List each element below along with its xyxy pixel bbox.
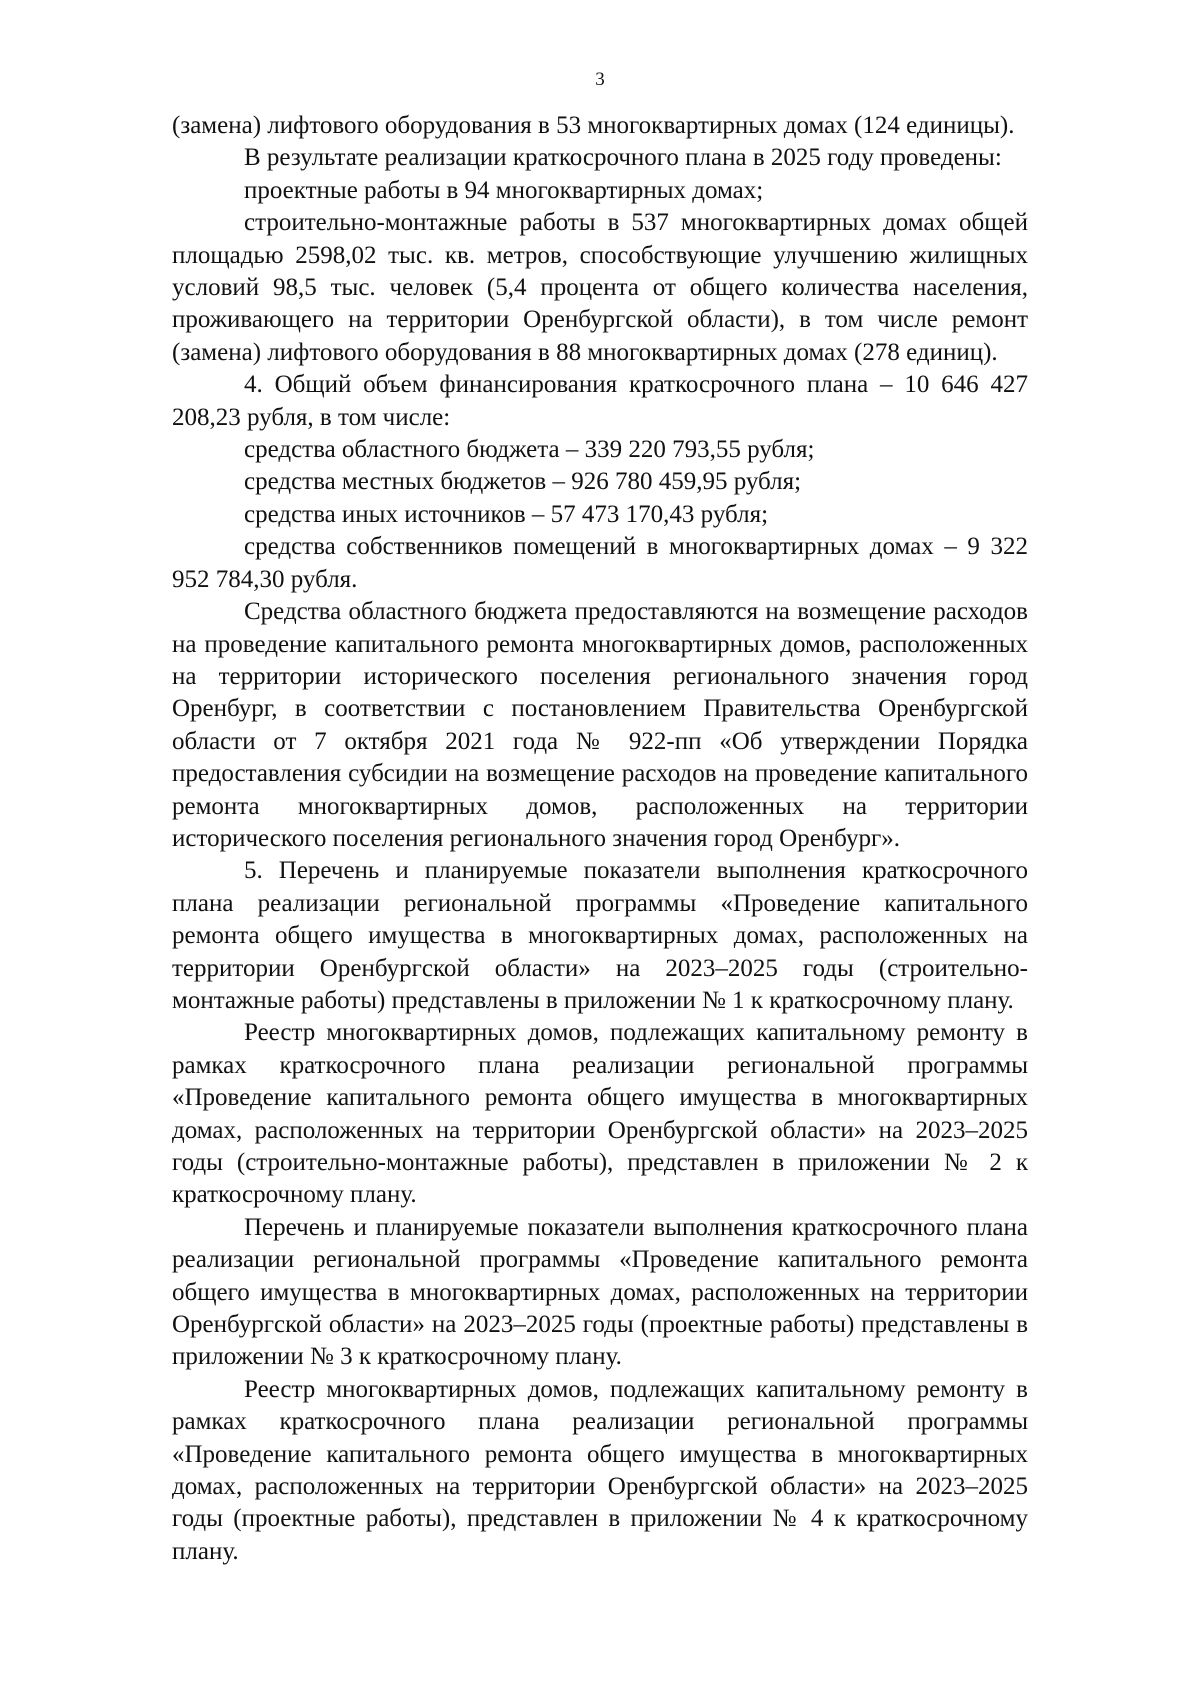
paragraph-regional-budget: средства областного бюджета – 339 220 793,55 рубля; [244, 436, 815, 464]
paragraph-other-sources: средства иных источников – 57 473 170,43 рубля; [244, 500, 769, 528]
paragraph-registry-appendix-4: Реестр многоквартирных домов, подлежащих капитальному ремонту в рамках краткосрочного плана реализации региональной программы «Проведение капитального ремонта общего имущества в многоквартирных домах, расположенных на территории Оренбургской области» на 2023–2025 годы (проектные работы), представлен в приложении № 4 к краткосрочному плану. [172, 1375, 1028, 1565]
page-number: 3 [595, 69, 605, 90]
paragraph-total-financing: 4. Общий объем финансирования краткосрочного плана – 10 646 427 208,23 рубля, в том числе: [172, 371, 1028, 431]
paragraph-results-2025: В результате реализации краткосрочного плана в 2025 году проведены: [244, 144, 1002, 172]
paragraph-design-works: проектные работы в 94 многоквартирных домах; [244, 176, 764, 204]
paragraph-local-budgets: средства местных бюджетов – 926 780 459,95 рубля; [244, 468, 802, 496]
paragraph-lift-replacement-continued: (замена) лифтового оборудования в 53 многоквартирных домах (124 единицы). [172, 112, 1015, 139]
paragraph-owners-funds: средства собственников помещений в многоквартирных домах – 9 322 952 784,30 рубля. [172, 533, 1028, 593]
paragraph-construction-works: строительно-монтажные работы в 537 многоквартирных домах общей площадью 2598,02 тыс. кв. метров, способствующие улучшению жилищных условий 98,5 тыс. человек (5,4 процента от общего количества населения, проживающего на территории Оренбургской области), в том числе ремонт (замена) лифтового оборудования в 88 многоквартирных домах (278 единиц). [172, 209, 1028, 366]
paragraph-list-appendix-3: Перечень и планируемые показатели выполнения краткосрочного плана реализации региональной программы «Проведение капитального ремонта общего имущества в многоквартирных домах, расположенных на территории Оренбургской области» на 2023–2025 годы (проектные работы) представлены в приложении № 3 к краткосрочному плану. [172, 1213, 1028, 1371]
paragraph-regional-budget-purpose: Средства областного бюджета предоставляются на возмещение расходов на проведение капитального ремонта многоквартирных домов, расположенных на территории исторического поселения регионального значения город Оренбург, в соответствии с постановлением Правительства Оренбургской области от 7 октября 2021 года № 922-пп «Об утверждении Порядка предоставления субсидии на возмещение расходов на проведение капитального ремонта многоквартирных домов, расположенных на территории исторического поселения регионального значения город Оренбург». [172, 598, 1028, 852]
paragraph-registry-appendix-2: Реестр многоквартирных домов, подлежащих капитальному ремонту в рамках краткосрочного плана реализации региональной программы «Проведение капитального ремонта общего имущества в многоквартирных домах, расположенных на территории Оренбургской области» на 2023–2025 годы (строительно-монтажные работы), представлен в приложении № 2 к краткосрочному плану. [172, 1019, 1028, 1209]
paragraph-list-appendix-1: 5. Перечень и планируемые показатели выполнения краткосрочного плана реализации региональной программы «Проведение капитального ремонта общего имущества в многоквартирных домах, расположенных на территории Оренбургской области» на 2023–2025 годы (строительно-монтажные работы) представлены в приложении № 1 к краткосрочному плану. [172, 857, 1028, 1014]
document-body [172, 110, 1028, 1568]
